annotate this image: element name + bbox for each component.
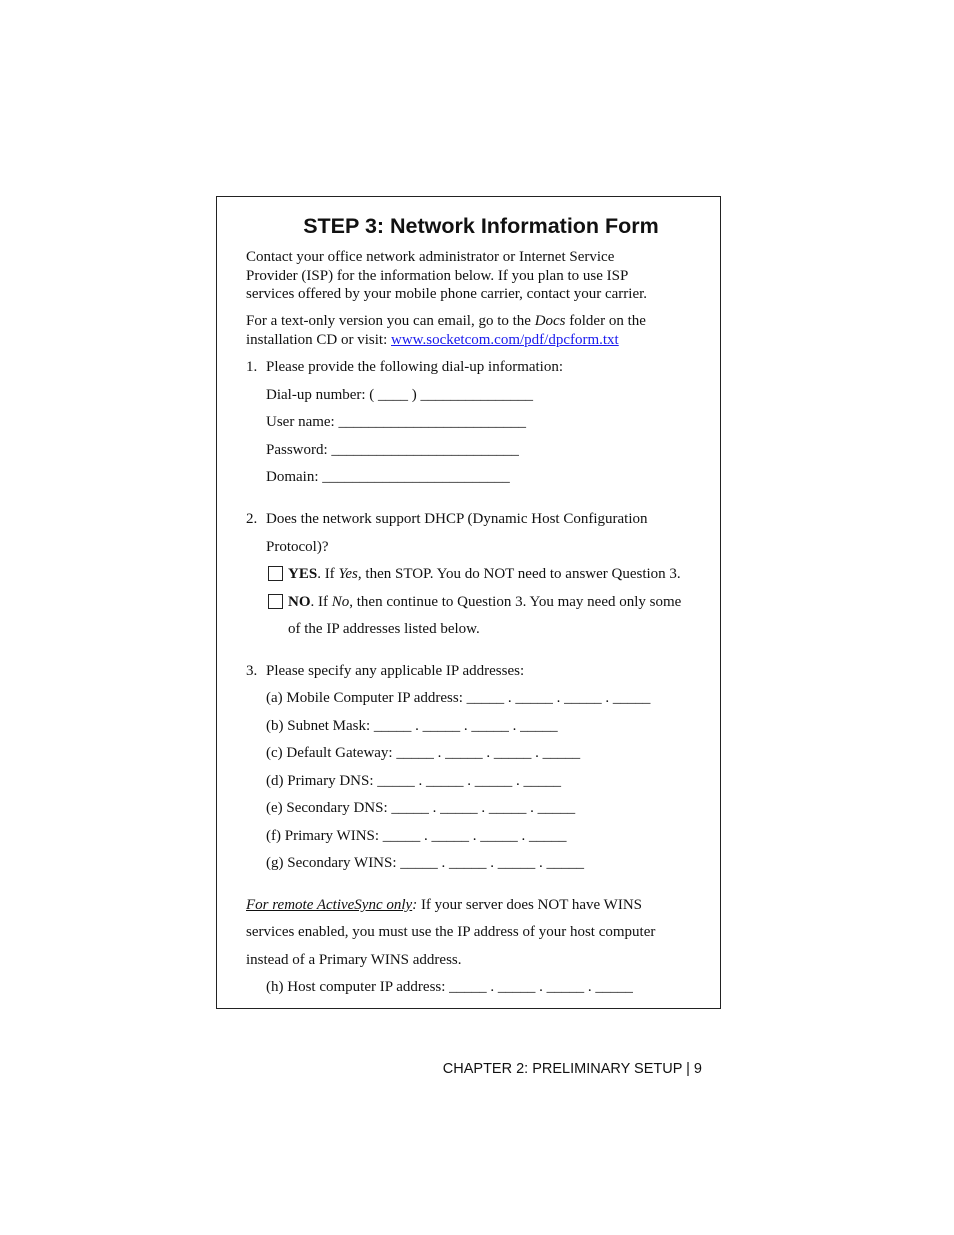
no-label: NO [288,594,311,610]
yes-italic: Yes [338,566,358,582]
subnet-mask-field[interactable]: (b) Subnet Mask: _____ . _____ . _____ . _____ [266,718,558,734]
mobile-ip-field[interactable]: (a) Mobile Computer IP address: _____ . _____ . _____ . _____ [266,690,651,706]
q1-text: Please provide the following dial-up information: [266,359,564,375]
q1-number: 1. [246,359,258,375]
no-rest: , then continue to Question 3. You may need only some [349,594,682,610]
page-footer: CHAPTER 2: PRELIMINARY SETUP | 9 [442,1061,702,1077]
activesync-note-rest: If your server does NOT have WINS [417,897,642,913]
intro-paragraph [246,248,696,304]
no-option [288,593,681,611]
primary-wins-field[interactable]: (f) Primary WINS: _____ . _____ . _____ . _____ [266,828,567,844]
no-mid: . If [310,594,332,610]
secondary-dns-field[interactable]: (e) Secondary DNS: _____ . _____ . _____ . _____ [266,800,576,816]
dpcform-link[interactable]: www.socketcom.com/pdf/dpcform.txt [391,331,619,348]
yes-option [288,565,681,583]
activesync-note-line-1 [246,896,642,914]
activesync-note-lead: For remote ActiveSync only [246,897,413,913]
form-title: STEP 3: Network Information Form [303,214,659,238]
q3-text: Please specify any applicable IP addresses: [266,663,525,679]
textonly-paragraph [246,312,696,349]
yes-label: YES [288,566,318,582]
activesync-note-colon: : [412,897,418,913]
username-field[interactable]: User name: _________________________ [266,414,526,430]
textonly-pre: For a text-only version you can email, go to the [246,313,535,329]
intro-line: Provider (ISP) for the information below. If you plan to use ISP [246,267,629,284]
textonly-line-2 [246,331,696,350]
intro-line: Contact your office network administrator or Internet Service [246,249,615,265]
activesync-note-line-2: services enabled, you must use the IP address of your host computer [246,924,656,940]
no-checkbox[interactable] [268,594,283,609]
activesync-note-line-3: instead of a Primary WINS address. [246,952,462,968]
docs-folder-name: Docs [534,313,566,329]
default-gateway-field[interactable]: (c) Default Gateway: _____ . _____ . _____ . _____ [266,745,581,761]
q2-line-2: Protocol)? [266,539,329,555]
domain-field[interactable]: Domain: _________________________ [266,469,510,485]
textonly-line2-pre: installation CD or visit: [246,331,391,348]
q2-line-1: Does the network support DHCP (Dynamic Host Configuration [266,511,648,527]
yes-rest: , then STOP. You do NOT need to answer Question 3. [357,566,681,582]
no-italic: No [331,594,350,610]
intro-line: services offered by your mobile phone carrier, contact your carrier. [246,286,648,302]
yes-mid: . If [317,566,339,582]
dialup-number-field[interactable]: Dial-up number: ( ____ ) _______________ [266,387,534,403]
primary-dns-field[interactable]: (d) Primary DNS: _____ . _____ . _____ . _____ [266,773,561,789]
yes-checkbox[interactable] [268,566,283,581]
secondary-wins-field[interactable]: (g) Secondary WINS: _____ . _____ . _____ . _____ [266,855,585,871]
q3-number: 3. [246,663,258,679]
no-option-line-2: of the IP addresses listed below. [288,621,480,637]
textonly-line-1 [246,312,696,331]
q2-number: 2. [246,511,258,527]
textonly-post: folder on the [565,313,646,329]
host-ip-field[interactable]: (h) Host computer IP address: _____ . _____ . _____ . _____ [266,979,633,995]
password-field[interactable]: Password: _________________________ [266,442,519,458]
